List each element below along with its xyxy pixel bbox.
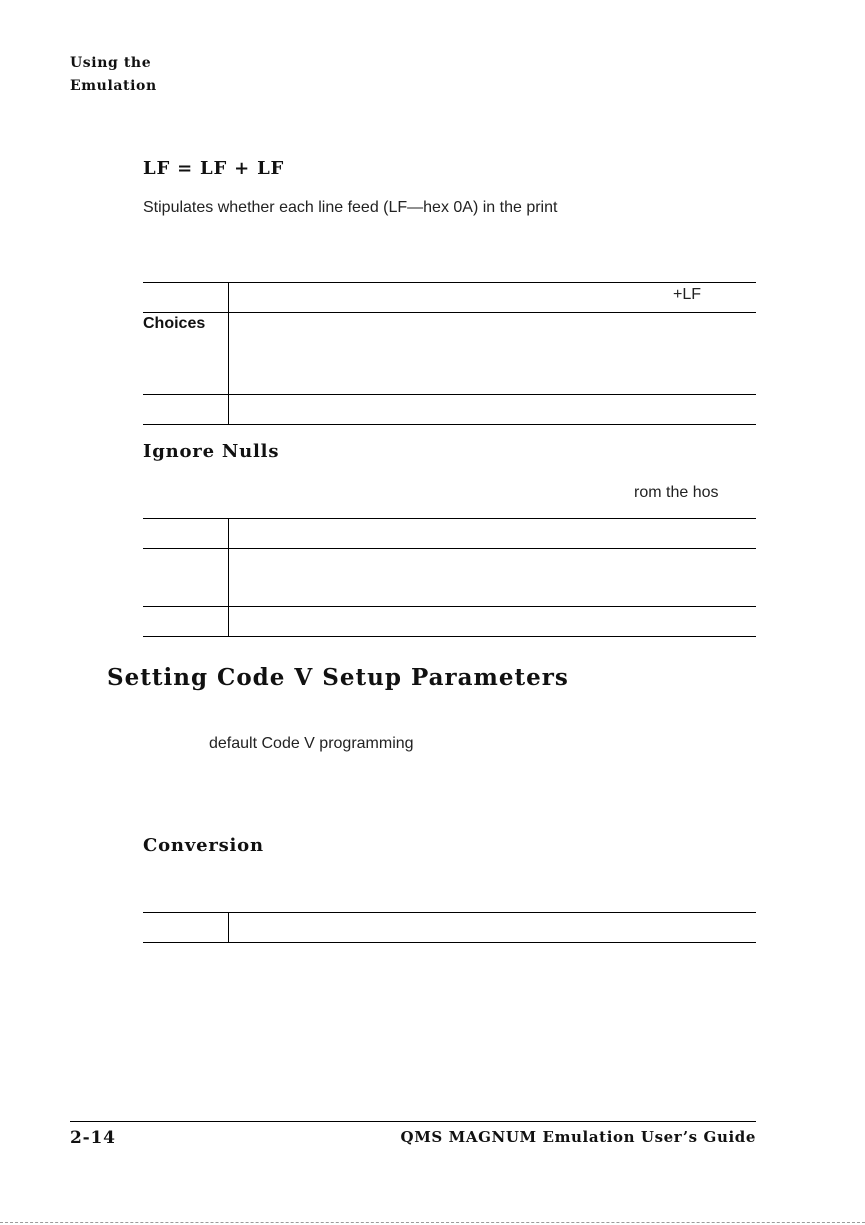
code-v-heading: Setting Code V Setup Parameters: [107, 664, 569, 691]
lf-section-description: Stipulates whether each line feed (LF—hex 0A) in the print: [143, 199, 558, 216]
table-rule: [143, 518, 756, 519]
running-head-line-2: Emulation: [70, 78, 157, 94]
running-head: [70, 52, 157, 98]
table-rule: [143, 942, 756, 943]
lf-section-heading: LF = LF + LF: [143, 158, 285, 179]
table-column-divider: [228, 518, 229, 637]
book-title: QMS MAGNUM Emulation User’s Guide: [400, 1128, 756, 1146]
running-head-line-1: Using the: [70, 55, 152, 71]
footer-rule: [70, 1121, 756, 1122]
ignore-nulls-heading: Ignore Nulls: [143, 441, 280, 462]
table-column-divider: [228, 282, 229, 425]
page-edge-border: [0, 1222, 865, 1223]
table-rule: [143, 548, 756, 549]
conversion-table: [143, 912, 756, 943]
ignore-nulls-table: [143, 518, 756, 637]
table-rule: [143, 606, 756, 607]
table-column-divider: [228, 912, 229, 943]
table-rule: [143, 282, 756, 283]
table-rule: [143, 912, 756, 913]
ignore-nulls-description: rom the hos: [634, 484, 719, 501]
table-rule: [143, 424, 756, 425]
page-number: 2-14: [70, 1128, 116, 1148]
lf-options-table: [143, 282, 756, 425]
code-v-intro: default Code V programming: [209, 735, 414, 752]
conversion-heading: Conversion: [143, 835, 264, 856]
table-rule: [143, 394, 756, 395]
table-rule: [143, 636, 756, 637]
default-value-text: +LF: [673, 286, 702, 303]
choices-label: Choices: [143, 315, 206, 332]
table-rule: [143, 312, 756, 313]
